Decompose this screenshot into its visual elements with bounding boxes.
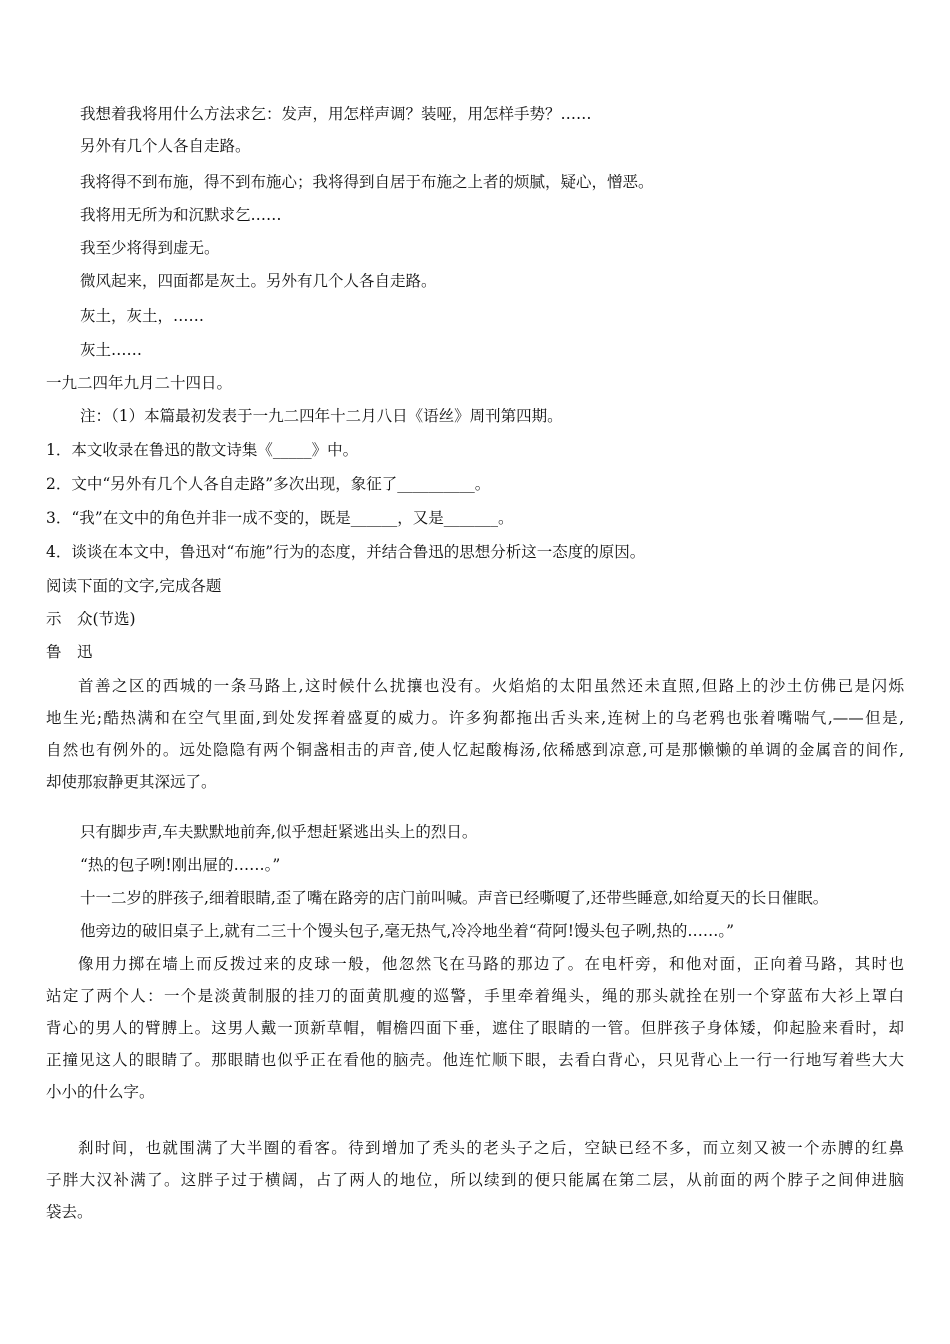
question-3: 3．“我”在文中的角色并非一成不变的，既是______，又是_______。 [46, 509, 514, 527]
story-author: 鲁 迅 [46, 643, 93, 661]
date-line: 一九二四年九月二十四日。 [46, 374, 233, 392]
story-paragraph [46, 1132, 904, 1228]
paragraph-line: 站定了两个人：一个是淡黄制服的挂刀的面黄肌瘦的巡警，手里牵着绳头，绳的那头就拴在别一个穿蓝布大衫上罩白 [46, 987, 904, 1005]
story-paragraph [46, 670, 904, 798]
story-paragraph [46, 948, 904, 1108]
question-2: 2．文中“另外有几个人各自走路”多次出现，象征了__________。 [46, 475, 491, 493]
poem-line: 灰土…… [80, 341, 143, 359]
poem-line: 灰土，灰土，…… [80, 307, 205, 325]
poem-line: 我将得不到布施，得不到布施心；我将得到自居于布施之上者的烦腻，疑心，憎恶。 [80, 173, 654, 191]
paragraph-line: 像用力掷在墙上而反拨过来的皮球一般，他忽然飞在马路的那边了。在电杆旁，和他对面，正向着马路，其时也 [78, 955, 904, 973]
paragraph-line: 地生光;酷热满和在空气里面,到处发挥着盛夏的威力。许多狗都拖出舌头来,连树上的乌老鸦也张着嘴喘气,——但是, [46, 709, 904, 727]
section-instruction: 阅读下面的文字,完成各题 [46, 577, 222, 595]
footnote: 注：（1）本篇最初发表于一九二四年十二月八日《语丝》周刊第四期。 [80, 407, 563, 425]
paragraph-line: 袋去。 [46, 1203, 93, 1221]
paragraph-line: 小小的什么字。 [46, 1083, 155, 1101]
poem-line: 我想着我将用什么方法求乞：发声，用怎样声调？装哑，用怎样手势？…… [80, 105, 592, 123]
story-paragraph: 十一二岁的胖孩子,细着眼睛,歪了嘴在路旁的店门前叫喊。声音已经嘶嗄了,还带些睡意,如给夏天的长日催眠。 [80, 889, 829, 907]
paragraph-line: 子胖大汉补满了。这胖子过于横阔，占了两人的地位，所以续到的便只能属在第二层，从前面的两个脖子之间伸进脑 [46, 1171, 904, 1189]
paragraph-line: 背心的男人的臂膊上。这男人戴一顶新草帽，帽檐四面下垂，遮住了眼睛的一管。但胖孩子身体矮，仰起脸来看时，却 [46, 1019, 904, 1037]
paragraph-line: 自然也有例外的。远处隐隐有两个铜盏相击的声音,使人忆起酸梅汤,依稀感到凉意,可是那懒懒的单调的金属音的间作, [46, 741, 904, 759]
paragraph-line: 却使那寂静更其深远了。 [46, 773, 217, 791]
paragraph-line: 刹时间，也就围满了大半圈的看客。待到增加了秃头的老头子之后，空缺已经不多，而立刻又被一个赤膊的红鼻 [78, 1139, 904, 1157]
question-1: 1．本文收录在鲁迅的散文诗集《_____》中。 [46, 441, 359, 459]
poem-line: 我将用无所为和沉默求乞…… [80, 206, 282, 224]
story-paragraph: 他旁边的破旧桌子上,就有二三十个馒头包子,毫无热气,冷冷地坐着“荷阿!馒头包子咧,热的……。” [80, 922, 735, 940]
story-title: 示 众(节选) [46, 610, 136, 628]
poem-line: 我至少将得到虚无。 [80, 239, 220, 257]
poem-line: 另外有几个人各自走路。 [80, 137, 251, 155]
paragraph-line: 首善之区的西城的一条马路上,这时候什么扰攘也没有。火焰焰的太阳虽然还未直照,但路上的沙土仿佛已是闪烁 [78, 677, 904, 695]
story-paragraph: 只有脚步声,车夫默默地前奔,似乎想赶紧逃出头上的烈日。 [80, 823, 478, 841]
paragraph-line: 正撞见这人的眼睛了。那眼睛也似乎正在看他的脑壳。他连忙顺下眼，去看白背心，只见背心上一行一行地写着些大大 [46, 1051, 904, 1069]
story-paragraph: “热的包子咧!刚出屉的……。” [80, 856, 281, 874]
question-4: 4．谈谈在本文中，鲁迅对“布施”行为的态度，并结合鲁迅的思想分析这一态度的原因。 [46, 543, 646, 561]
poem-line: 微风起来，四面都是灰土。另外有几个人各自走路。 [80, 272, 437, 290]
